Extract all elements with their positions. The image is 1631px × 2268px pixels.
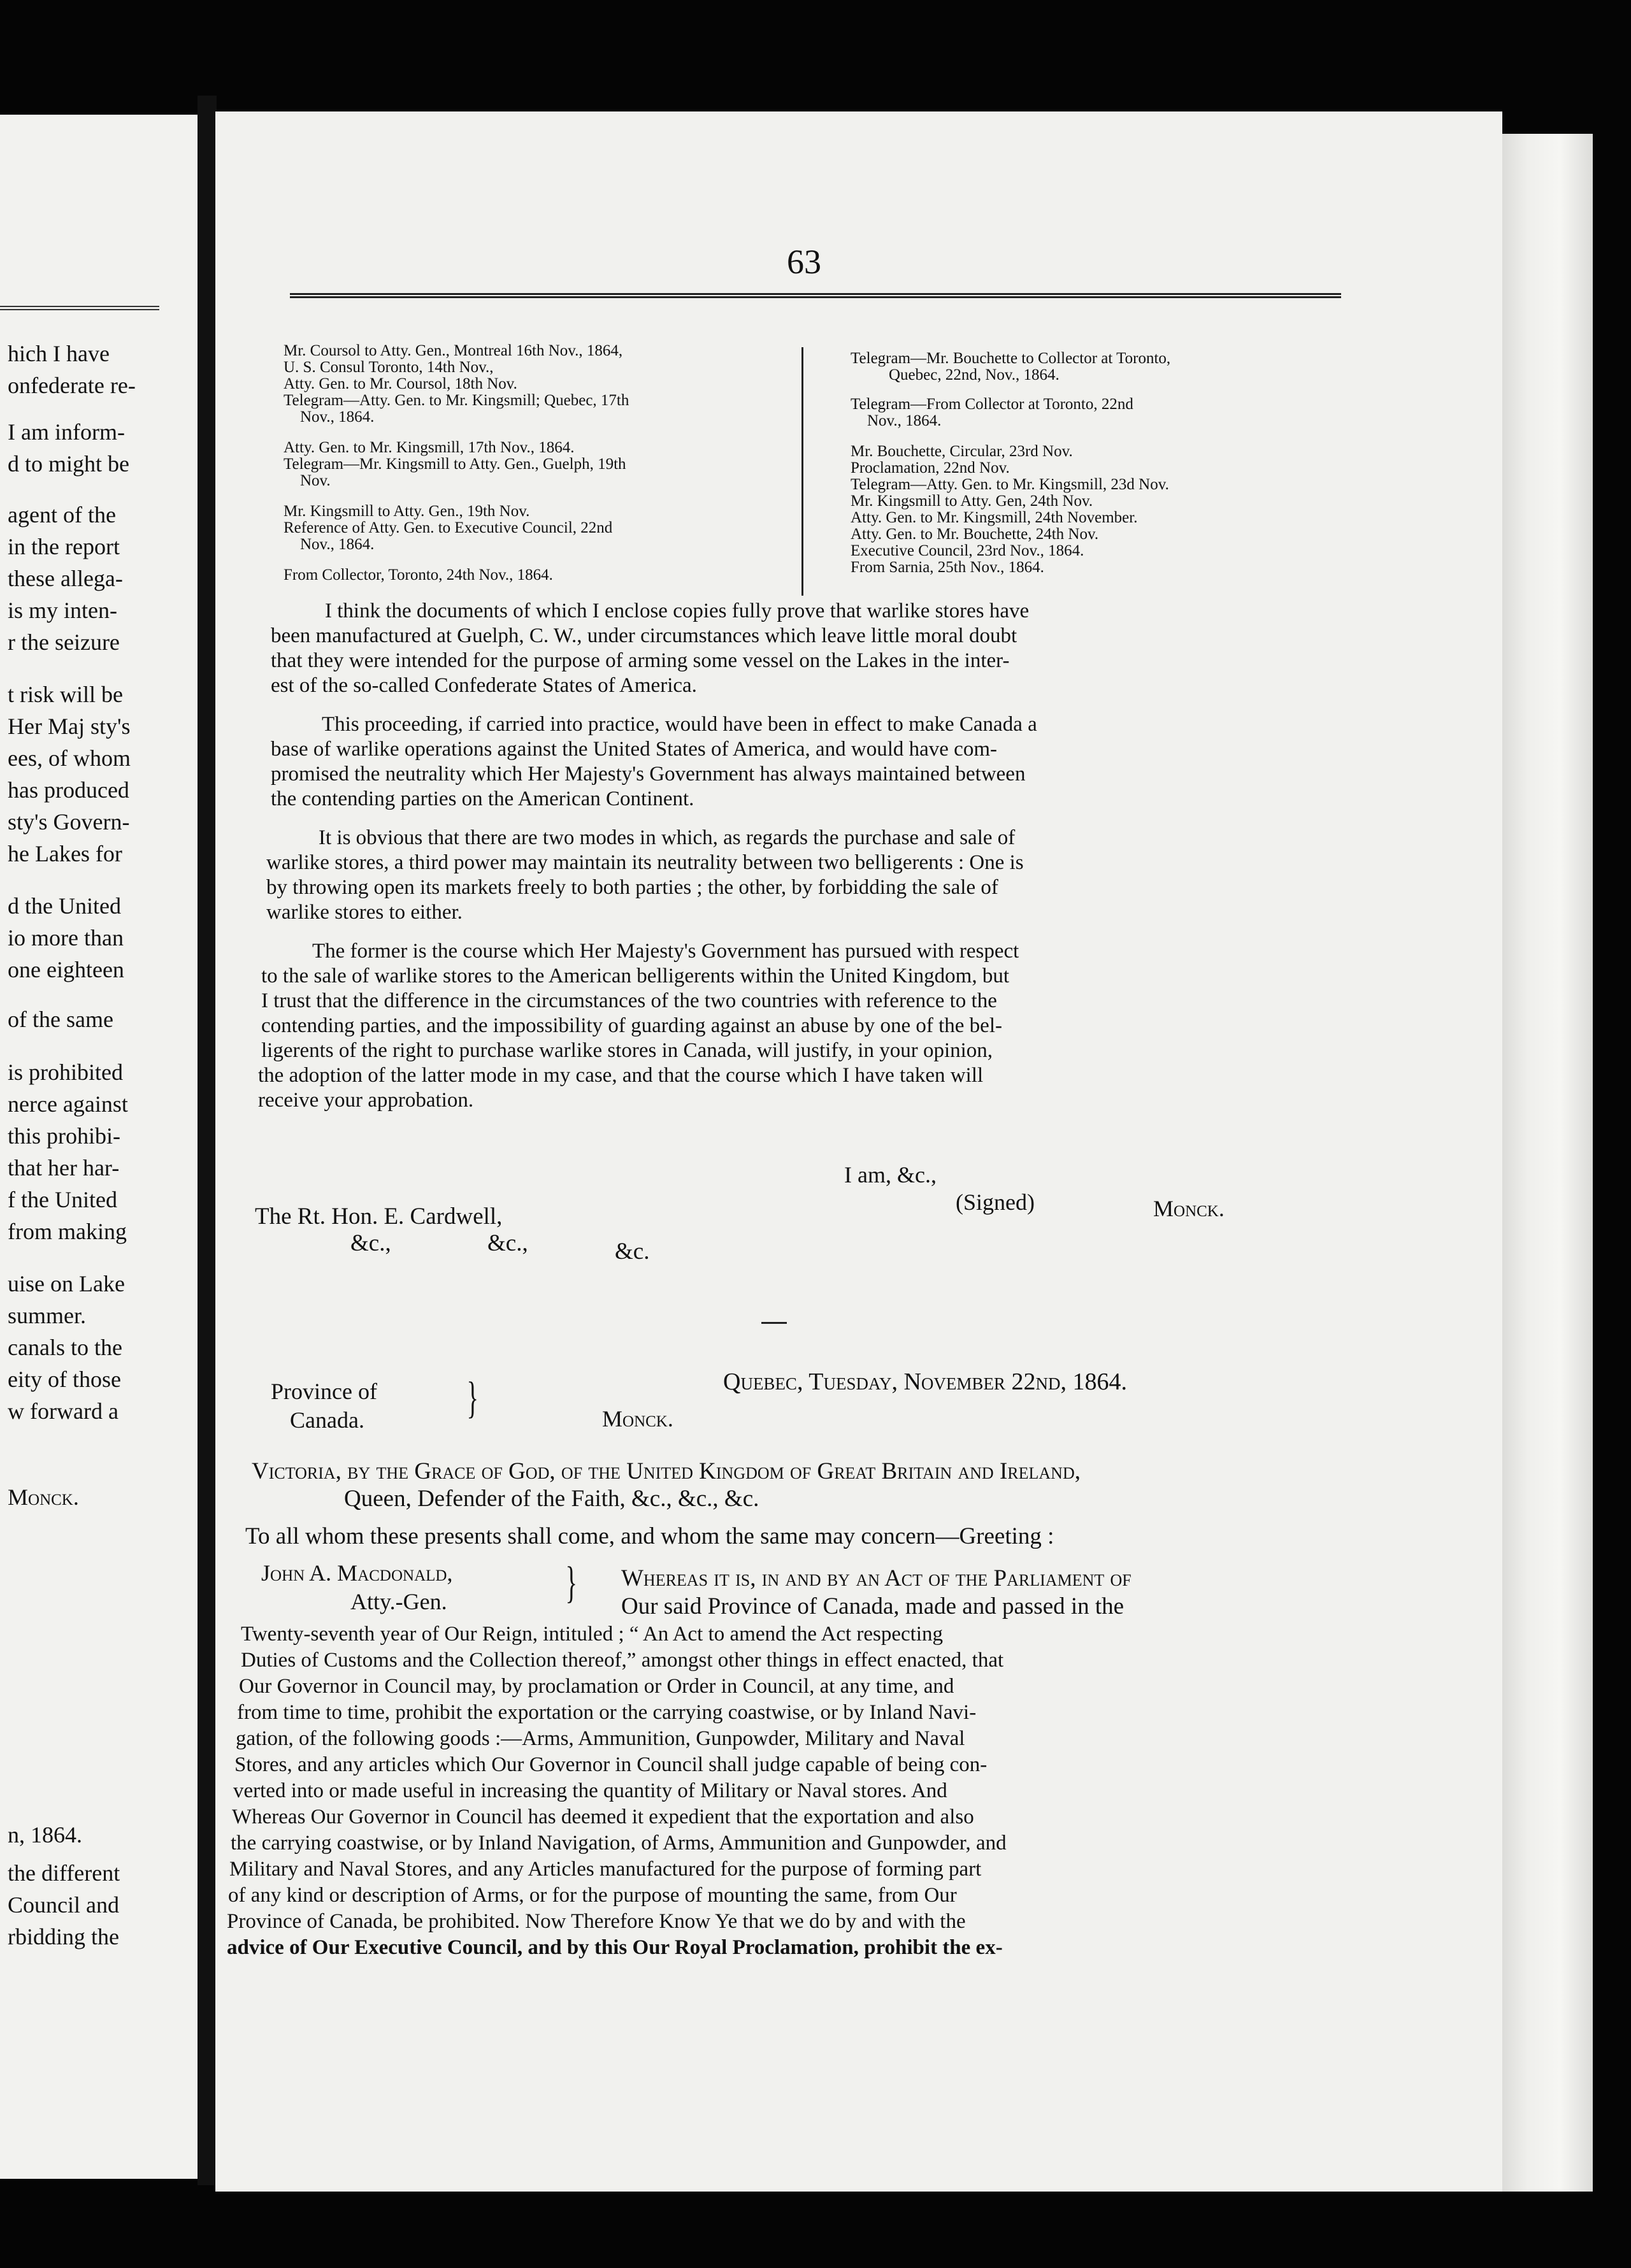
letter-closing: I am, &c., <box>844 1162 937 1188</box>
letter-line: promised the neutrality which Her Majesty's Government has always maintained between <box>271 763 1026 786</box>
section-separator <box>761 1322 787 1324</box>
left-signature: Monck. <box>8 1484 79 1510</box>
left-line: eity of those <box>8 1367 121 1392</box>
signed-label: (Signed) <box>956 1189 1035 1215</box>
proclamation-body-line: advice of Our Executive Council, and by this Our Royal Proclamation, prohibit the ex- <box>227 1936 1003 1959</box>
reference-item: Mr. Coursol to Atty. Gen., Montreal 16th Nov., 1864, <box>284 342 623 359</box>
left-line: uise on Lake <box>8 1271 125 1296</box>
whereas-line <box>621 1566 1132 1591</box>
letter-line: The former is the course which Her Majesty's Government has pursued with respect <box>312 940 1019 963</box>
addressee-etc: &c., <box>487 1230 528 1256</box>
left-line: one eighteen <box>8 957 124 982</box>
proclamation-body-line: Twenty-seventh year of Our Reign, intituled ; “ An Act to amend the Act respecting <box>241 1623 943 1646</box>
letter-line: est of the so-called Confederate States of America. <box>271 674 697 697</box>
letter-line: contending parties, and the impossibility of guarding against an abuse by one of the bel- <box>261 1014 1002 1037</box>
signature: Monck. <box>1153 1196 1225 1221</box>
addressee: The Rt. Hon. E. Cardwell, <box>255 1203 503 1230</box>
reference-item: Executive Council, 23rd Nov., 1864. <box>851 542 1084 559</box>
reference-item: Nov., 1864. <box>300 536 375 553</box>
left-line: that her har- <box>8 1155 120 1181</box>
left-line: I am inform- <box>8 419 125 445</box>
proclamation-body-line: Military and Naval Stores, and any Articles manufactured for the purpose of forming part <box>229 1858 982 1881</box>
reference-item: Reference of Atty. Gen. to Executive Council, 22nd <box>284 519 613 536</box>
reference-item: Nov. <box>300 472 331 489</box>
letter-line: base of warlike operations against the United States of America, and would have com- <box>271 738 997 761</box>
left-line: onfederate re- <box>8 373 136 398</box>
attorney-name: John A. Macdonald, <box>261 1560 453 1586</box>
reference-item: Mr. Kingsmill to Atty. Gen., 19th Nov. <box>284 503 530 520</box>
left-line: these allega- <box>8 566 123 591</box>
reference-item: Nov., 1864. <box>867 412 942 429</box>
addressee-etc: &c., <box>350 1230 391 1256</box>
left-line: io more than <box>8 925 124 951</box>
letter-line: the contending parties on the American Continent. <box>271 787 694 810</box>
letter-line: ligerents of the right to purchase warlike stores in Canada, will justify, in your opinion, <box>261 1039 993 1062</box>
reference-item: Nov., 1864. <box>300 408 375 426</box>
left-line: Her Maj sty's <box>8 714 131 739</box>
reference-item: From Sarnia, 25th Nov., 1864. <box>851 559 1044 576</box>
left-line: of the same <box>8 1007 113 1032</box>
left-line: this prohibi- <box>8 1123 120 1149</box>
letter-line: I trust that the difference in the circumstances of the two countries with reference to the <box>261 989 997 1012</box>
province-label: Province of <box>271 1379 377 1404</box>
letter-line: to the sale of warlike stores to the American belligerents within the United Kingdom, but <box>261 965 1009 987</box>
proclamation-body-line: Stores, and any articles which Our Governor in Council shall judge capable of being con- <box>234 1753 988 1776</box>
addressee-etc: &c. <box>615 1238 650 1265</box>
letter-line: that they were intended for the purpose of arming some vessel on the Lakes in the inter- <box>271 649 1010 672</box>
left-facing-page <box>0 115 203 2179</box>
reference-item: U. S. Consul Toronto, 14th Nov., <box>284 359 494 376</box>
letter-line: the adoption of the latter mode in my case, and that the course which I have taken will <box>258 1064 984 1087</box>
reference-item: Atty. Gen. to Mr. Kingsmill, 17th Nov., 1864. <box>284 439 575 456</box>
left-line: summer. <box>8 1303 86 1328</box>
left-line: has produced <box>8 777 129 803</box>
left-line: r the seizure <box>8 629 120 655</box>
governor-name: Monck. <box>602 1406 673 1432</box>
left-line: w forward a <box>8 1398 119 1424</box>
left-line: d the United <box>8 893 121 919</box>
column-divider <box>801 347 803 596</box>
letter-line: It is obvious that there are two modes in which, as regards the purchase and sale of <box>319 826 1016 849</box>
brace: } <box>466 1374 479 1423</box>
proclamation-body-line: the carrying coastwise, or by Inland Navigation, of Arms, Ammunition and Gunpowder, and <box>231 1832 1007 1855</box>
proclamation-body-line: gation, of the following goods :—Arms, Ammunition, Gunpowder, Military and Naval <box>236 1727 965 1750</box>
reference-item: Atty. Gen. to Mr. Coursol, 18th Nov. <box>284 375 517 392</box>
whereas-text: Whereas it is, in and by an Act of the Parliament of <box>621 1565 1132 1591</box>
letter-line: This proceeding, if carried into practice, would have been in effect to make Canada a <box>322 713 1037 736</box>
proclamation-body-line: verted into or made useful in increasing the quantity of Military or Naval stores. And <box>233 1779 947 1802</box>
left-line: nerce against <box>8 1091 128 1117</box>
proclamation-body-line: Province of Canada, be prohibited. Now Therefore Know Ye that we do by and with the <box>227 1910 966 1933</box>
book-gutter <box>198 96 217 2185</box>
reference-item: Telegram—Mr. Bouchette to Collector at Toronto, <box>851 350 1171 367</box>
left-line: canals to the <box>8 1335 122 1360</box>
letter-line: receive your approbation. <box>258 1089 474 1112</box>
victoria-line: Victoria, by the Grace of God, of the United Kingdom of Great Britain and Ireland, <box>252 1458 1081 1484</box>
proclamation-line <box>252 1459 1081 1484</box>
reference-item: Atty. Gen. to Mr. Bouchette, 24th Nov. <box>851 526 1099 543</box>
left-line: ees, of whom <box>8 745 131 771</box>
letter-line: warlike stores to either. <box>266 901 463 924</box>
proclamation-body-line: Our Governor in Council may, by proclamation or Order in Council, at any time, and <box>239 1675 954 1698</box>
proclamation-body-line: Whereas Our Governor in Council has deemed it expedient that the exportation and also <box>232 1805 974 1828</box>
left-line: agent of the <box>8 502 116 528</box>
province-label: Canada. <box>290 1407 364 1433</box>
reference-item: Atty. Gen. to Mr. Kingsmill, 24th November. <box>851 509 1138 526</box>
reference-item: From Collector, Toronto, 24th Nov., 1864. <box>284 566 553 584</box>
attorney-title: Atty.-Gen. <box>350 1589 447 1614</box>
reference-item: Quebec, 22nd, Nov., 1864. <box>889 366 1060 384</box>
reference-item: Telegram—From Collector at Toronto, 22nd <box>851 396 1133 413</box>
reference-item: Telegram—Atty. Gen. to Mr. Kingsmill, 23d Nov. <box>851 476 1169 493</box>
page-number: 63 <box>787 243 821 281</box>
left-line: Council and <box>8 1892 119 1918</box>
header-rule <box>290 293 1341 298</box>
left-line: the different <box>8 1860 120 1886</box>
reference-item: Mr. Kingsmill to Atty. Gen, 24th Nov. <box>851 492 1093 510</box>
left-line: is my inten- <box>8 598 117 623</box>
greeting-line: To all whom these presents shall come, and whom the same may concern—Greeting : <box>245 1523 1054 1549</box>
left-line: in the report <box>8 534 120 559</box>
left-line: f the United <box>8 1187 117 1212</box>
letter-line: I think the documents of which I enclose copies fully prove that warlike stores have <box>325 599 1030 622</box>
left-line: d to might be <box>8 451 129 477</box>
reference-item: Mr. Bouchette, Circular, 23rd Nov. <box>851 443 1073 460</box>
proclamation-body-line: Duties of Customs and the Collection thereof,” amongst other things in effect enacted, that <box>241 1649 1004 1672</box>
reference-item: Telegram—Atty. Gen. to Mr. Kingsmill; Quebec, 17th <box>284 392 629 409</box>
brace: } <box>565 1558 578 1607</box>
left-page-rule <box>0 306 159 310</box>
left-line: is prohibited <box>8 1059 123 1085</box>
letter-line: by throwing open its markets freely to both parties ; the other, by forbidding the sale of <box>266 876 998 899</box>
left-line: he Lakes for <box>8 841 122 866</box>
proclamation-dateline: Quebec, Tuesday, November 22nd, 1864. <box>723 1368 1127 1395</box>
left-line: sty's Govern- <box>8 809 130 835</box>
whereas-line: Our said Province of Canada, made and passed in the <box>621 1593 1124 1619</box>
letter-line: warlike stores, a third power may maintain its neutrality between two belligerents : One is <box>266 851 1024 874</box>
proclamation-line: Queen, Defender of the Faith, &c., &c., &c. <box>344 1486 759 1512</box>
left-line: hich I have <box>8 341 110 366</box>
proclamation-body-line: of any kind or description of Arms, or for the purpose of mounting the same, from Our <box>228 1884 957 1907</box>
left-line: rbidding the <box>8 1924 119 1949</box>
left-line: from making <box>8 1219 127 1244</box>
reference-item: Proclamation, 22nd Nov. <box>851 459 1010 477</box>
left-line: n, 1864. <box>8 1822 82 1848</box>
proclamation-body-line: from time to time, prohibit the exportation or the carrying coastwise, or by Inland Navi- <box>237 1701 977 1724</box>
letter-line: been manufactured at Guelph, C. W., under circumstances which leave little moral doubt <box>271 624 1017 647</box>
reference-item: Telegram—Mr. Kingsmill to Atty. Gen., Guelph, 19th <box>284 456 626 473</box>
left-line: t risk will be <box>8 682 123 707</box>
